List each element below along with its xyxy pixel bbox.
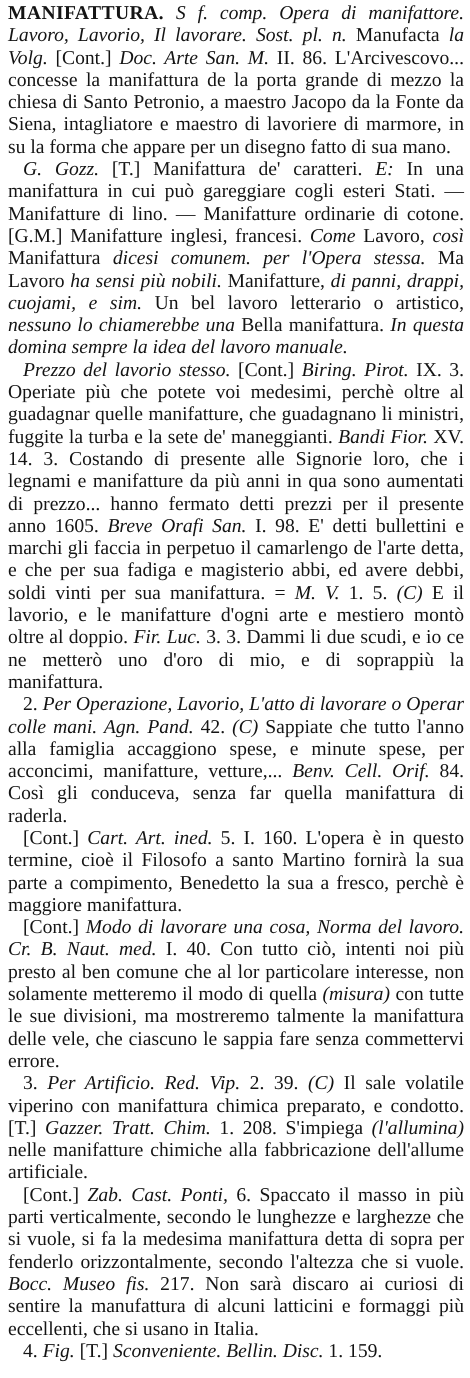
italic-run: Per Operazione, Lavorio, L'atto di lavorare o Operar colle mani. Agn. Pand. <box>8 694 464 738</box>
text-run: Sappiate che tutto l'anno alla famiglia accaggiono spese, e minute spese, per acconcimi, manifatture, vetture,... <box>8 716 464 783</box>
text-run: 4. <box>23 1340 43 1362</box>
italic-run: Cart. Art. ined. <box>87 827 213 849</box>
text-run: [Cont.] <box>23 827 88 849</box>
text-run: Ma Lavoro <box>8 248 464 292</box>
text-run: IX. 3. Operiate più che potete voi medesimi, perchè oltre al guadagnar quelle manifatture, che guadagnano li ministri, fuggite la turba e la sete de' maneggianti. <box>8 359 464 448</box>
italic-run: Per Artificio. Red. Vip. <box>47 1073 241 1095</box>
italic-run: (C) <box>232 716 259 738</box>
text-run: Lavoro, <box>355 225 433 247</box>
text-run: Il sale volatile viperino con manifattura chimica preparato, e condotto. [T.] <box>8 1073 464 1139</box>
italic-run: Gazzer. Tratt. Chim. <box>45 1117 211 1139</box>
italic-run: Come <box>309 225 356 247</box>
entry-paragraph <box>8 1341 464 1363</box>
italic-run: Sconveniente. Bellin. Disc. <box>112 1340 324 1362</box>
italic-run: Bocc. Museo fis. <box>8 1273 150 1295</box>
dictionary-entry-manifattura <box>8 3 464 1363</box>
text-run: 5. I. 160. L'opera è in questo termine, cioè il Filosofo a santo Martino fornirà la sua parte a compimento, Benedetto la sua a fresco, perchè è maggiore manifattura. <box>8 827 464 916</box>
text-run: [Cont.] <box>47 47 120 69</box>
italic-run: f. comp. Opera di manifattore. Lavoro, Lavorio, Il lavorare. Sost. pl. n. <box>8 3 465 47</box>
text-run: Un bel lavoro letterario o artistico, <box>142 292 464 314</box>
entry-paragraph <box>8 1185 464 1341</box>
entry-paragraph <box>8 1073 464 1184</box>
headword: MANIFATTURA. <box>8 3 164 24</box>
text-run: [Cont.] <box>23 1184 88 1206</box>
text-run: 6. Spaccato il masso in più parti verticalmente, secondo le lunghezze e larghezze che si vuole, si fa la medesima manifattura detta di sopra per fenderlo orizzontalmente, secondo l'altezza che si vuole. <box>8 1184 464 1273</box>
text-run: 1. 5. <box>339 582 397 604</box>
italic-run: Benv. Cell. Orif. <box>292 761 430 783</box>
text-run: 84. Così gli conduceva, senza far quella manifattura di raderla. <box>8 761 465 827</box>
text-run: nelle manifatture chimiche alla fabbricazione dell'allume artificiale. <box>8 1140 464 1184</box>
italic-run: S <box>163 3 198 24</box>
italic-run: G. Gozz. <box>23 159 99 181</box>
italic-run: Doc. Arte San. M. <box>119 47 270 69</box>
text-run: I. 98. E' detti bullettini e marchi gli faccia in perpetuo il camarlengo de l'arte detta, e che per sua fadiga e magisterio abbi, ed avere debbi, soldi vinti per sua manifattura. = <box>8 515 464 604</box>
text-run: Bella manifattura. <box>234 315 391 337</box>
italic-run: Modo di lavorare una cosa, Norma del lavoro. Cr. B. Naut. med. <box>8 917 465 961</box>
text-run: XV. 14. 3. Costando di presente alle Signorie loro, che i legnami e manifatture da più anni in qua sono aumentati di prezzo... hanno fermato detti prezzi per il presente anno 1605. <box>8 426 464 537</box>
entry-paragraph <box>8 3 464 159</box>
text-run: Manufacta <box>346 25 449 47</box>
entry-paragraph <box>8 360 464 694</box>
text-run: II. 86. L'Arcivescovo... concesse la manifattura de la porta grande di mezzo la chiesa di Santo Petronio, a maestro Jacopo da la Fonte da Siena, intagliatore e maestro di lavoriere di marmore, in su la forma che appare per un disegno fatto di sua mano. <box>8 47 464 158</box>
italic-run: di panni, drappi, cuojami, e sim. <box>8 270 464 314</box>
italic-run: (misura) <box>322 984 390 1006</box>
italic-run: Prezzo del lavorio stesso. <box>23 359 231 381</box>
italic-run: così <box>432 225 464 247</box>
text-run: [T.] <box>74 1340 113 1362</box>
italic-run: Fir. Luc. <box>133 627 201 649</box>
text-run: E il lavorio, e le manifatture d'ogni arte e mestiero montò oltre al doppio. <box>8 582 464 649</box>
italic-run: Breve Orafi San. <box>107 515 247 537</box>
italic-run: Zab. Cast. Ponti, <box>87 1184 228 1206</box>
text-run: 42. <box>193 716 233 738</box>
text-run: [T.] Manifattura de' caratteri. <box>98 159 376 181</box>
italic-run: Bandi Fior. <box>338 426 428 448</box>
text-run: I. 40. Con tutto ciò, intenti noi più presto al ben comune che al lor particolare interesse, non solamente metteremo il modo di quella <box>8 939 465 1006</box>
italic-run: nessuno lo chiamerebbe una <box>8 315 235 337</box>
text-run: [Cont.] <box>230 359 302 381</box>
italic-run: ha sensi più nobili. <box>70 270 222 292</box>
text-run: 1. 208. S'impiega <box>210 1117 372 1139</box>
italic-run: Biring. Pirot. <box>301 359 409 381</box>
text-run: 3. 3. Dammi li due scudi, e io ce ne metterò uno d'oro di mio, e di soprappiù la manifattura. <box>8 627 465 693</box>
entry-paragraph <box>8 694 464 828</box>
italic-run: Fig. <box>42 1340 75 1362</box>
text-run: 2. 39. <box>240 1073 308 1095</box>
text-run: In una manifattura in cui può gareggiare cogli esteri Stati. — Manifatture di lino. — Manifatture ordinarie di cotone. [G.M.] Manifatture inglesi, francesi. <box>8 159 464 247</box>
text-run: con tutte le sue divisioni, ma mostreremo talmente la manifattura delle vele, che ciascuno le sappia fare senza commettervi errore. <box>8 984 464 1072</box>
text-run: 1. 159. <box>323 1340 383 1362</box>
text-run: 2. <box>23 694 43 716</box>
italic-run: (C) <box>307 1073 335 1095</box>
text-run: Manifattura <box>8 248 113 270</box>
text-run: Manifatture, <box>221 270 331 292</box>
italic-run: M. V. <box>294 582 340 604</box>
entry-paragraph <box>8 917 464 1073</box>
text-run: 217. Non sarà discaro ai curiosi di sentire la manufattura di alcuni latticini e formaggi più eccellenti, che si usano in Italia. <box>8 1273 464 1340</box>
entry-paragraph <box>8 159 464 360</box>
italic-run: In questa domina sempre la idea del lavoro manuale. <box>8 315 464 359</box>
italic-run: (l'allumina) <box>371 1117 464 1139</box>
italic-run: dicesi comunem. per l'Opera stessa. <box>112 248 426 270</box>
italic-run: la Volg. <box>8 25 464 69</box>
italic-run: E: <box>375 159 394 181</box>
entry-paragraph <box>8 828 464 917</box>
text-run: 3. <box>23 1073 48 1095</box>
text-run: [Cont.] <box>23 917 86 939</box>
italic-run: (C) <box>396 582 423 604</box>
